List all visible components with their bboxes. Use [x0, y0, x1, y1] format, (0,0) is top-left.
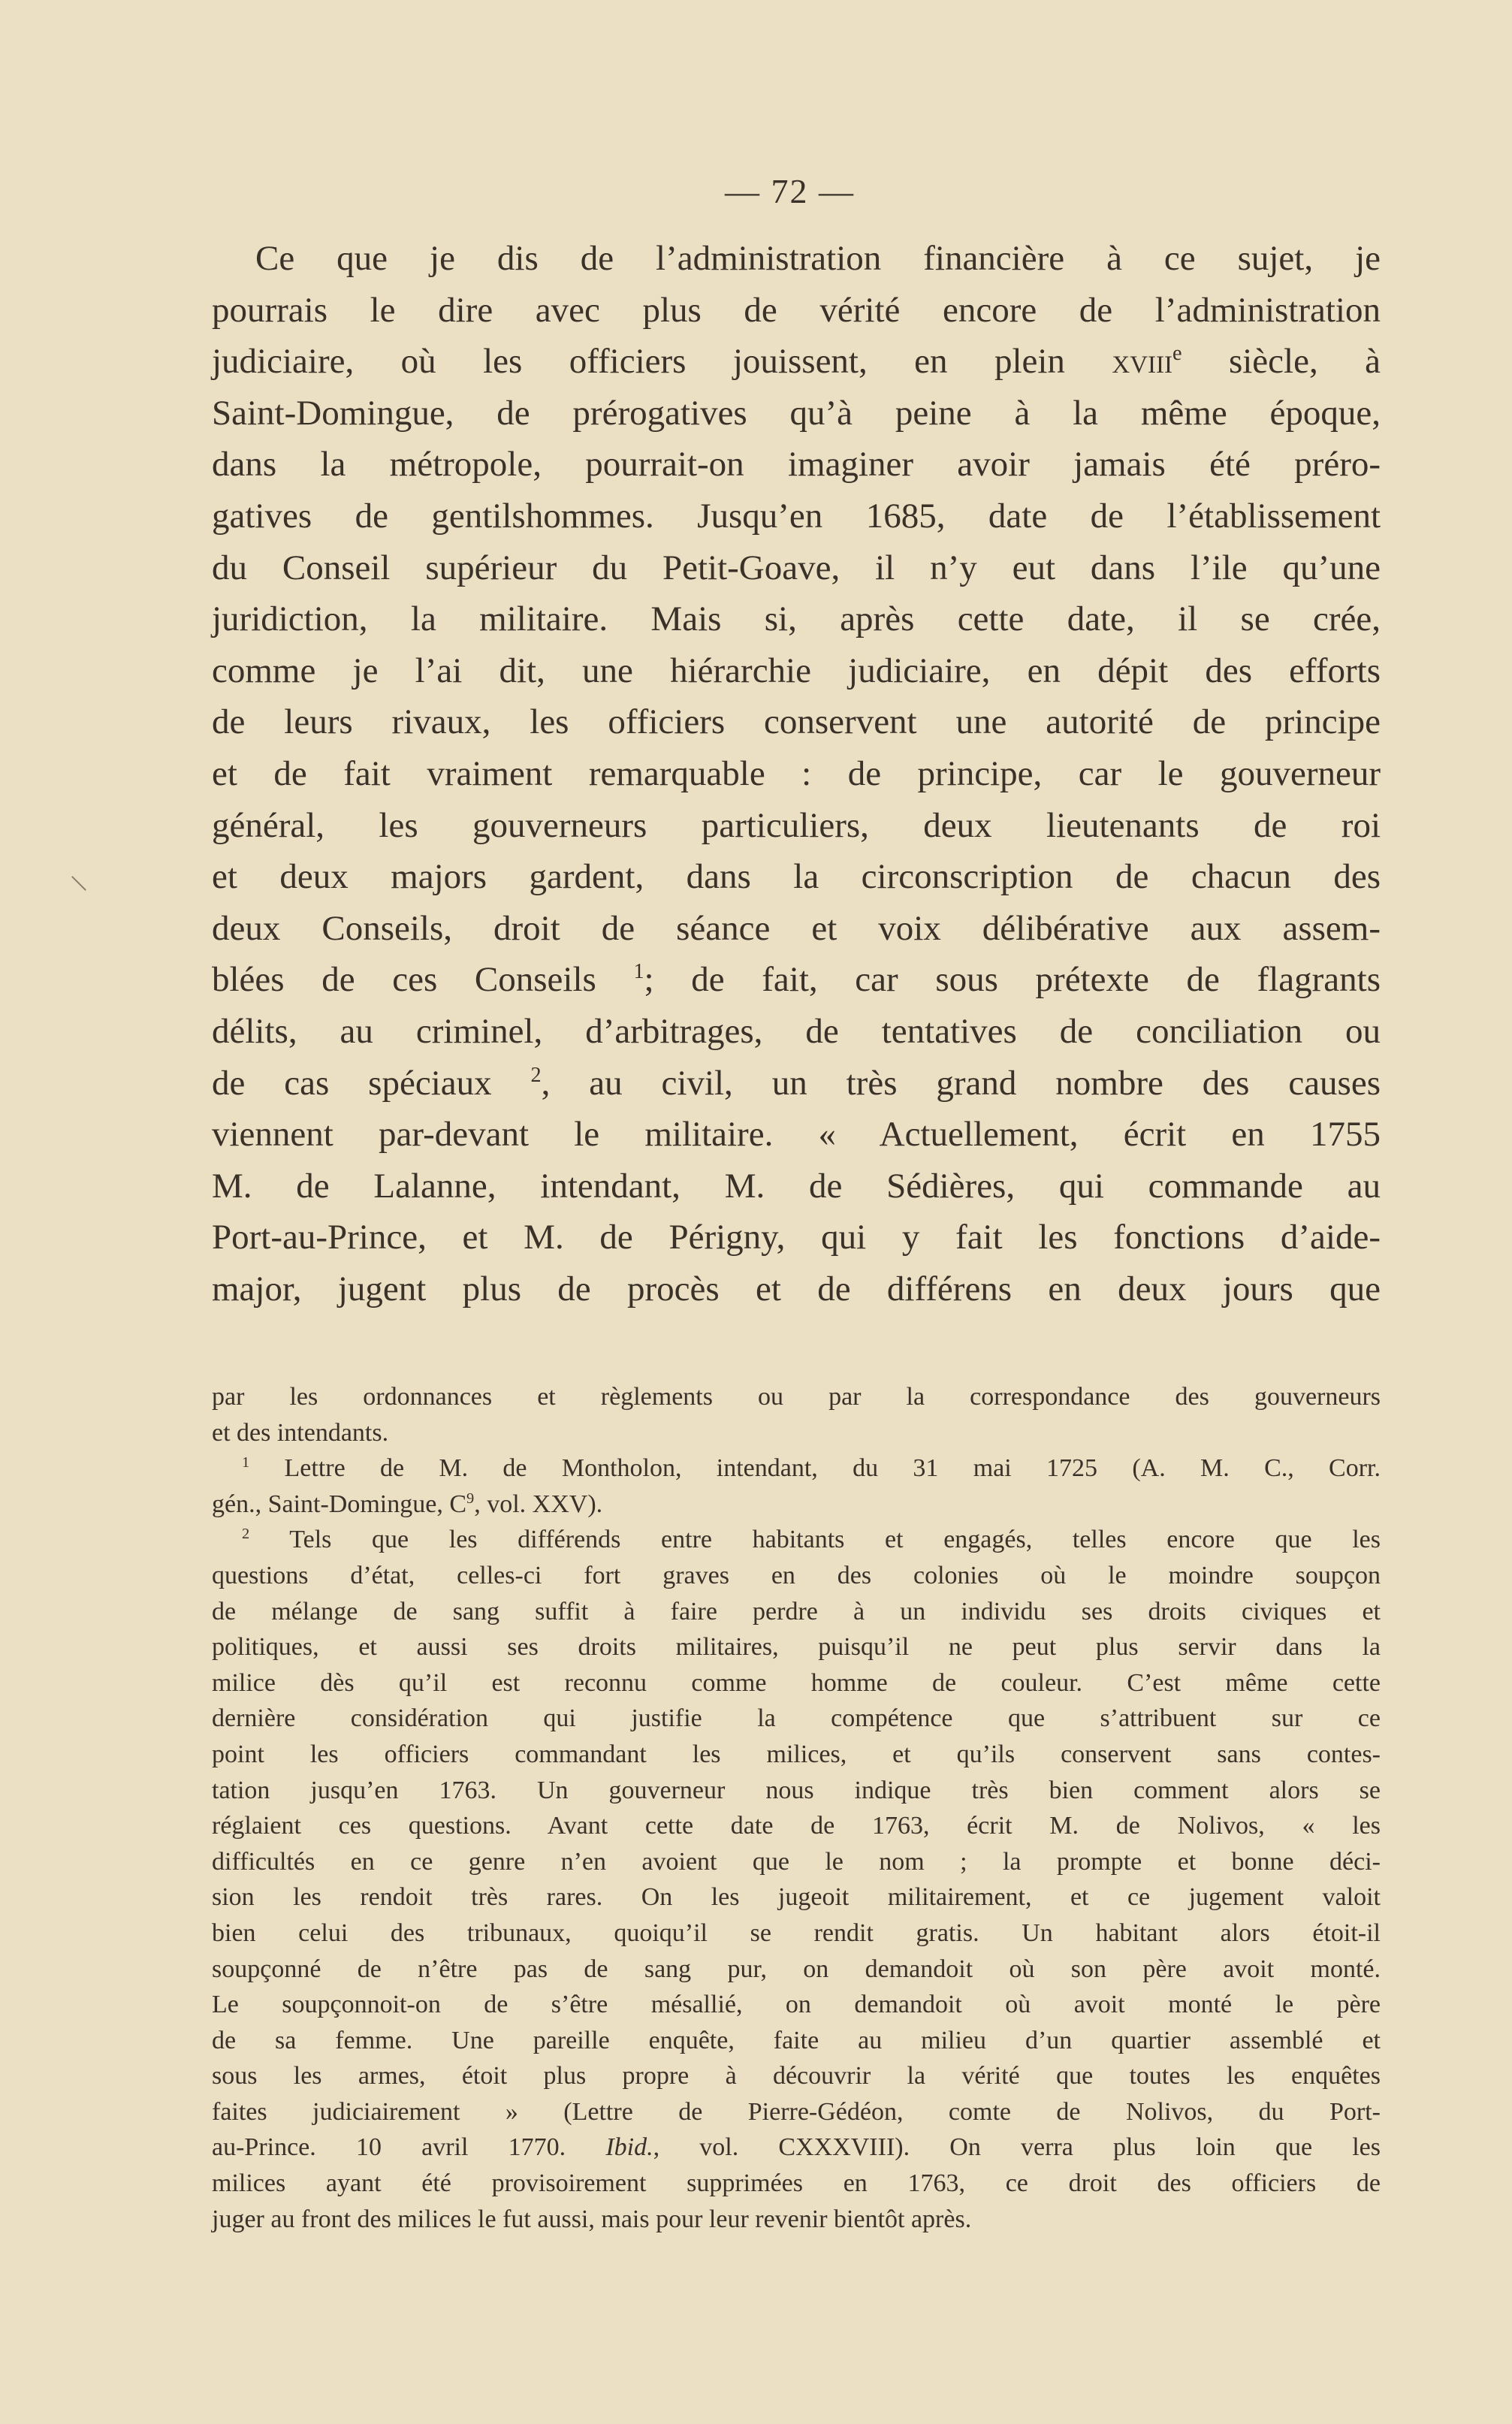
text-run: sous les armes, étoit plus propre à découvrir la vérité que toutes les enquêtes — [212, 2062, 1381, 2090]
footnote-line — [212, 2202, 1381, 2238]
text-run: , vol. XXV). — [474, 1490, 603, 1518]
text-run: de mélange de sang suffit à faire perdre à un individu ses droits civiques et — [212, 1597, 1381, 1626]
text-run: Lettre de M. de Montholon, intendant, du 31 mai 1725 (A. M. C., Corr. — [249, 1454, 1381, 1483]
footnote-line — [212, 1487, 1381, 1523]
text-run: , vol. CXXXVIII). On verra plus loin que les — [653, 2133, 1381, 2162]
text-run: soupçonné de n’être pas de sang pur, on demandoit où son père avoit monté. — [212, 1955, 1381, 1983]
text-run: milice dès qu’il est reconnu comme homme de couleur. C’est même cette — [212, 1668, 1381, 1697]
text-run: du Conseil supérieur du Petit-Goave, il n’y eut dans l’ile qu’une — [212, 548, 1381, 587]
body-line — [212, 954, 1381, 1006]
superscript: 1 — [242, 1453, 250, 1471]
text-run: de sa femme. Une pareille enquête, faite au milieu d’un quartier assemblé et — [212, 2026, 1381, 2054]
text-run: comme je l’ai dit, une hiérarchie judiciaire, en dépit des efforts — [212, 651, 1381, 690]
text-run: deux Conseils, droit de séance et voix délibérative aux assem- — [212, 908, 1381, 948]
footnote-line — [212, 2130, 1381, 2166]
body-line — [212, 336, 1381, 388]
text-run: général, les gouverneurs particuliers, deux lieutenants de roi — [212, 805, 1381, 845]
body-line — [212, 1058, 1381, 1109]
text-run: siècle, à — [1182, 342, 1381, 382]
superscript: 2 — [530, 1063, 542, 1087]
body-line — [212, 388, 1381, 439]
footnote-line — [212, 1952, 1381, 1988]
body-line — [212, 439, 1381, 491]
footnote-line — [212, 1629, 1381, 1665]
text-run: faites judiciairement » (Lettre de Pierre-Gédéon, comte de Nolivos, du Port- — [212, 2097, 1381, 2126]
footnote-line — [212, 1915, 1381, 1952]
text-run: Port-au-Prince, et M. de Périgny, qui y fait les fonctions d’aide- — [212, 1218, 1381, 1257]
text-run: M. de Lalanne, intendant, M. de Sédières, qui commande au — [212, 1166, 1381, 1206]
text-run: Ibid. — [605, 2133, 653, 2162]
text-run: ; de fait, car sous prétexte de flagrants — [644, 960, 1381, 1000]
text-run: dernière considération qui justifie la compétence que s’attribuent sur ce — [212, 1704, 1381, 1733]
text-run: de leurs rivaux, les officiers conservent une autorité de principe — [212, 702, 1381, 742]
text-run: questions d’état, celles-ci fort graves en des colonies où le moindre soupçon — [212, 1561, 1381, 1589]
text-run: politiques, et aussi ses droits militaires, puisqu’il ne peut plus servir dans la — [212, 1633, 1381, 1662]
footnote-line — [212, 1987, 1381, 2023]
text-run: au-Prince. 10 avril 1770. — [212, 2133, 606, 2162]
text-run: et deux majors gardent, dans la circonscription de chacun des — [212, 857, 1381, 897]
text-run: sion les rendoit très rares. On les jugeoit militairement, et ce jugement valoit — [212, 1883, 1381, 1912]
text-run: et des intendants. — [212, 1418, 389, 1447]
body-line — [212, 1263, 1381, 1315]
footnote-line — [212, 1450, 1381, 1487]
footnotes — [212, 1379, 1381, 2237]
page-number: — 72 — — [725, 172, 855, 210]
footnote-line — [212, 1379, 1381, 1415]
text-run: dans la métropole, pourrait-on imaginer avoir jamais été préro- — [212, 445, 1381, 484]
text-run: Tels que les différends entre habitants et engagés, telles encore que les — [249, 1526, 1381, 1554]
text-run: major, jugent plus de procès et de différens en deux jours que — [212, 1269, 1381, 1309]
text-run: xviii — [1112, 342, 1173, 382]
superscript: 2 — [242, 1526, 250, 1543]
text-run: difficultés en ce genre n’en avoient que le nom ; la prompte et bonne déci- — [212, 1847, 1381, 1876]
body-line — [212, 1212, 1381, 1263]
footnote-line — [212, 1879, 1381, 1915]
text-run: , au civil, un très grand nombre des causes — [541, 1063, 1381, 1103]
footnote-line — [212, 2094, 1381, 2130]
text-run: gén., Saint-Domingue, C — [212, 1490, 467, 1518]
text-run: et de fait vraiment remarquable : de principe, car le gouverneur — [212, 753, 1381, 793]
superscript: 9 — [466, 1490, 475, 1507]
text-run: Ce que je dis de l’administration financière à ce sujet, je — [255, 239, 1381, 278]
superscript: e — [1172, 342, 1182, 366]
footnote-line — [212, 1522, 1381, 1558]
footnote-line — [212, 1415, 1381, 1451]
margin-mark — [71, 876, 86, 891]
superscript: 1 — [633, 960, 644, 984]
text-run: judiciaire, où les officiers jouissent, en plein — [212, 342, 1112, 382]
text-run: Saint-Domingue, de prérogatives qu’à peine à la même époque, — [212, 393, 1381, 433]
text-run: gatives de gentilshommes. Jusqu’en 1685, date de l’établissement — [212, 496, 1381, 536]
body-line — [212, 491, 1381, 542]
text-run: bien celui des tribunaux, quoiqu’il se rendit gratis. Un habitant alors étoit-il — [212, 1918, 1381, 1947]
footnote-line — [212, 1844, 1381, 1880]
body-line — [212, 542, 1381, 594]
footnote-line — [212, 1665, 1381, 1701]
text-run: juger au front des milices le fut aussi, mais pour leur revenir bientôt après. — [212, 2205, 972, 2233]
text-run: Le soupçonnoit-on de s’être mésallié, on demandoit où avoit monté le père — [212, 1991, 1381, 2019]
footnote-line — [212, 1737, 1381, 1773]
body-text — [212, 233, 1381, 1315]
body-line — [212, 645, 1381, 697]
text-run: pourrais le dire avec plus de vérité encore de l’administration — [212, 290, 1381, 330]
text-run: par les ordonnances et règlements ou par la correspondance des gouverneurs — [212, 1383, 1381, 1411]
footnote-line — [212, 2166, 1381, 2202]
body-line — [212, 1006, 1381, 1058]
body-line — [212, 1109, 1381, 1161]
text-run: délits, au criminel, d’arbitrages, de tentatives de conciliation ou — [212, 1011, 1381, 1051]
footnote-line — [212, 1558, 1381, 1594]
text-run: de cas spéciaux — [212, 1063, 531, 1103]
footnote-line — [212, 1773, 1381, 1809]
body-line — [212, 748, 1381, 800]
text-run: tation jusqu’en 1763. Un gouverneur nous indique très bien comment alors se — [212, 1776, 1381, 1804]
body-line — [212, 285, 1381, 337]
body-line — [212, 1161, 1381, 1212]
footnote-line — [212, 1701, 1381, 1737]
body-line — [212, 593, 1381, 645]
body-line — [212, 696, 1381, 748]
text-run: viennent par-devant le militaire. « Actuellement, écrit en 1755 — [212, 1115, 1381, 1155]
text-run: milices ayant été provisoirement supprimées en 1763, ce droit des officiers de — [212, 2169, 1381, 2198]
body-line — [212, 233, 1381, 285]
footnote-line — [212, 2058, 1381, 2094]
text-run: point les officiers commandant les milices, et qu’ils conservent sans contes- — [212, 1740, 1381, 1768]
footnote-line — [212, 2023, 1381, 2059]
text-run: réglaient ces questions. Avant cette date de 1763, écrit M. de Nolivos, « les — [212, 1812, 1381, 1840]
body-line — [212, 800, 1381, 852]
text-run: blées de ces Conseils — [212, 960, 634, 1000]
body-line — [212, 903, 1381, 955]
footnote-line — [212, 1594, 1381, 1630]
footnote-line — [212, 1808, 1381, 1844]
text-run: juridiction, la militaire. Mais si, après cette date, il se crée, — [212, 599, 1381, 639]
body-line — [212, 851, 1381, 903]
